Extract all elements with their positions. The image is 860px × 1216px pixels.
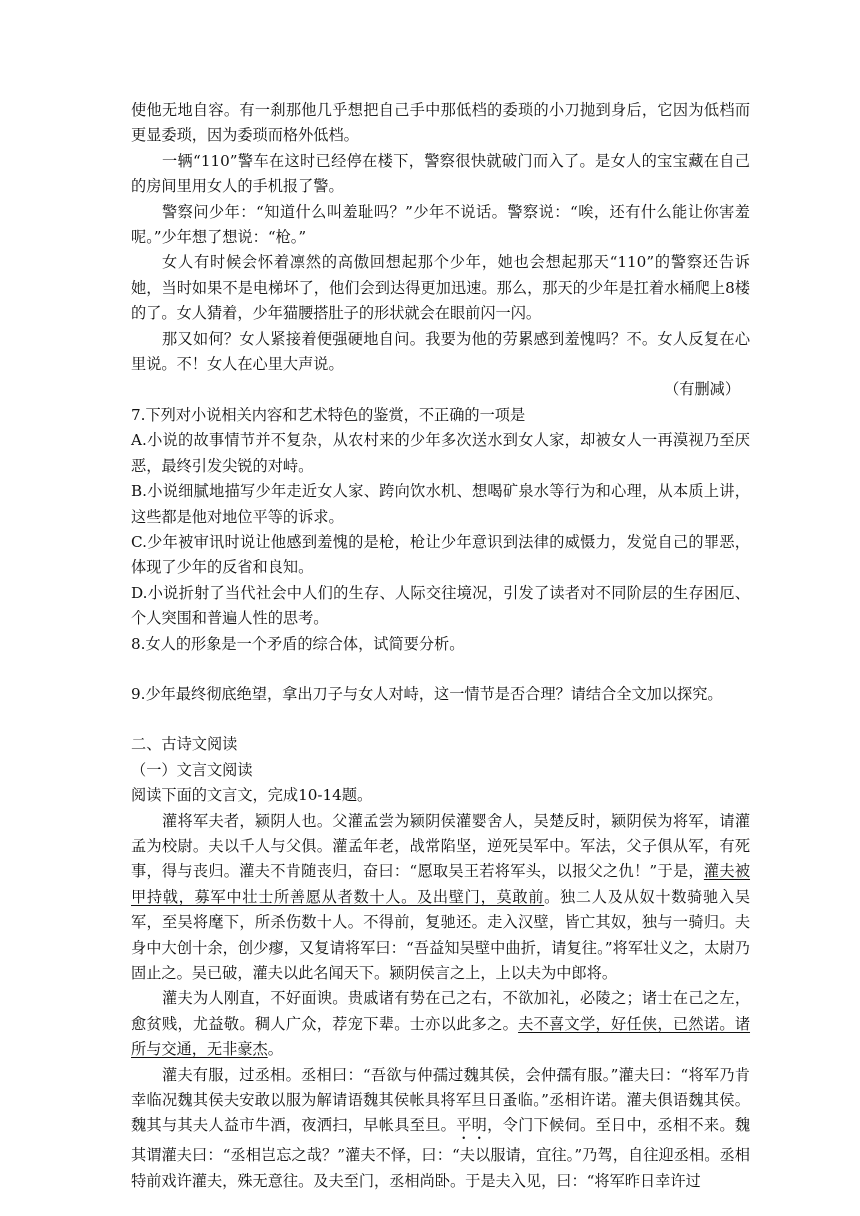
question-9: 9.少年最终彻底绝望，拿出刀子与女人对峙，这一情节是否合理？请结合全文加以探究。	[131, 684, 723, 703]
text-run: 。独二人及从奴十数骑驰入吴军，至吴将麾下，所杀伤数十人。不得前，复驰还。走入汉壁，皆亡其奴，独与一骑归。夫身中大创十余，创少瘳，又复请将军曰：“吾益知吴壁中曲折，请复往。”将军壮义之，太尉乃固止之。吴已破，灌夫以此名闻天下。颍阴侯言之上，上以夫为中郎将。	[131, 887, 751, 982]
text-run: 灌夫为人刚直，不好面谀。贵戚诸有势在己之右，不欲加礼，必陵之；诸士在己之左，愈贫贱，尤益敬。稠人广众，荐宠下辈。士亦以此多之。	[131, 989, 750, 1033]
question-7: 7.下列对小说相关内容和艺术特色的鉴赏，不正确的一项是	[131, 405, 526, 424]
classical-paragraph-3	[131, 1063, 750, 1195]
story-paragraph-1: 使他无地自容。有一刹那他几乎想把自己手中那低档的委琐的小刀抛到身后，它因为低档而更显委琐，因为委琐而格外低档。	[131, 101, 750, 145]
text-run: 。	[267, 1040, 283, 1059]
underlined-sentence: 灌夫被甲持戟，募军中壮士所善愿从者数十人。及出壁门，莫敢前	[131, 862, 751, 906]
story-paragraph-4: 女人有时候会怀着凛然的高傲回想起那个少年，她也会想起那天“110”的警察还告诉她，当时如果不是电梯坏了，他们会到达得更加迅速。那么，那天的少年是扛着水桶爬上8楼的了。女人猜着，少年猫腰搭肚子的形状就会在眼前闪一闪。	[131, 253, 750, 323]
story-paragraph-3: 警察问少年：“知道什么叫羞耻吗？”少年不说话。警察说：“唉，还有什么能让你害羞呢。”少年想了想说：“枪。”	[131, 202, 750, 247]
question-7-option-a: A.小说的故事情节并不复杂，从农村来的少年多次送水到女人家，却被女人一再漠视乃至厌恶，最终引发尖锐的对峙。	[131, 431, 750, 475]
classical-paragraph-2	[131, 986, 750, 1062]
underlined-sentence: 夫不喜文学，好任侠，已然诺。诸所与交通，无非豪杰	[131, 1014, 751, 1059]
subsection-heading: （一）文言文阅读	[131, 760, 253, 779]
question-8: 8.女人的形象是一个矛盾的综合体，试简要分析。	[131, 634, 465, 653]
question-7-option-d: D.小说折射了当代社会中人们的生存、人际交往境况，引发了读者对不同阶层的生存困厄、个人突围和普遍人性的思考。	[131, 583, 750, 628]
dotted-word: 平明	[456, 1116, 488, 1135]
story-paragraph-5: 那又如何？女人紧接着便强硬地自问。我要为他的劳累感到羞愧吗？不。女人反复在心里说。不！女人在心里大声说。	[131, 329, 750, 374]
answer-space	[131, 707, 750, 732]
classical-paragraph-1	[131, 809, 750, 987]
text-run: 灌夫有服，过丞相。丞相曰：“吾欲与仲孺过魏其侯，会仲孺有服。”灌夫曰：“将军乃肯幸临况魏其侯夫安敢以服为解请语魏其侯帐具将军旦日蚤临。”丞相许诺。灌夫俱语魏其侯。魏其与其夫人益市牛酒，夜洒扫，早帐具至旦。	[131, 1065, 750, 1135]
text-run: ，令门下候伺。至日中，丞相不来。魏其谓灌夫曰：“丞相岂忘之哉？”灌夫不怿，曰：“夫以服请，宜往。”乃驾，自往迎丞相。丞相特前戏许灌夫，殊无意往。及夫至门，丞相尚卧。于是夫入见，曰：“将军昨日幸许过	[131, 1116, 751, 1190]
reading-instruction: 阅读下面的文言文，完成10-14题。	[131, 786, 373, 805]
question-7-option-b: B.小说细腻地描写少年走近女人家、跨向饮水机、想喝矿泉水等行为和心理，从本质上讲，这些都是他对地位平等的诉求。	[131, 482, 750, 526]
text-run: 灌将军夫者，颍阴人也。父灌孟尝为颍阴侯灌婴舍人，吴楚反时，颍阴侯为将军，请灌孟为校尉。夫以千人与父俱。灌孟年老，战常陷坚，逆死吴军中。军法，父子俱从军，有死事，得与丧归。灌夫不肯随丧归，奋曰：“愿取吴王若将军头，以报父之仇！”于是，	[131, 811, 750, 881]
section-heading: 二、古诗文阅读	[131, 735, 238, 754]
source-note: （有删减）	[664, 380, 740, 399]
answer-space	[131, 657, 750, 682]
story-paragraph-2: 一辆“110”警车在这时已经停在楼下，警察很快就破门而入了。是女人的宝宝藏在自己的房间里用女人的手机报了警。	[131, 151, 750, 196]
question-7-option-c: C.少年被审讯时说让他感到羞愧的是枪，枪让少年意识到法律的威慑力，发觉自己的罪恶，体现了少年的反省和良知。	[131, 532, 750, 577]
